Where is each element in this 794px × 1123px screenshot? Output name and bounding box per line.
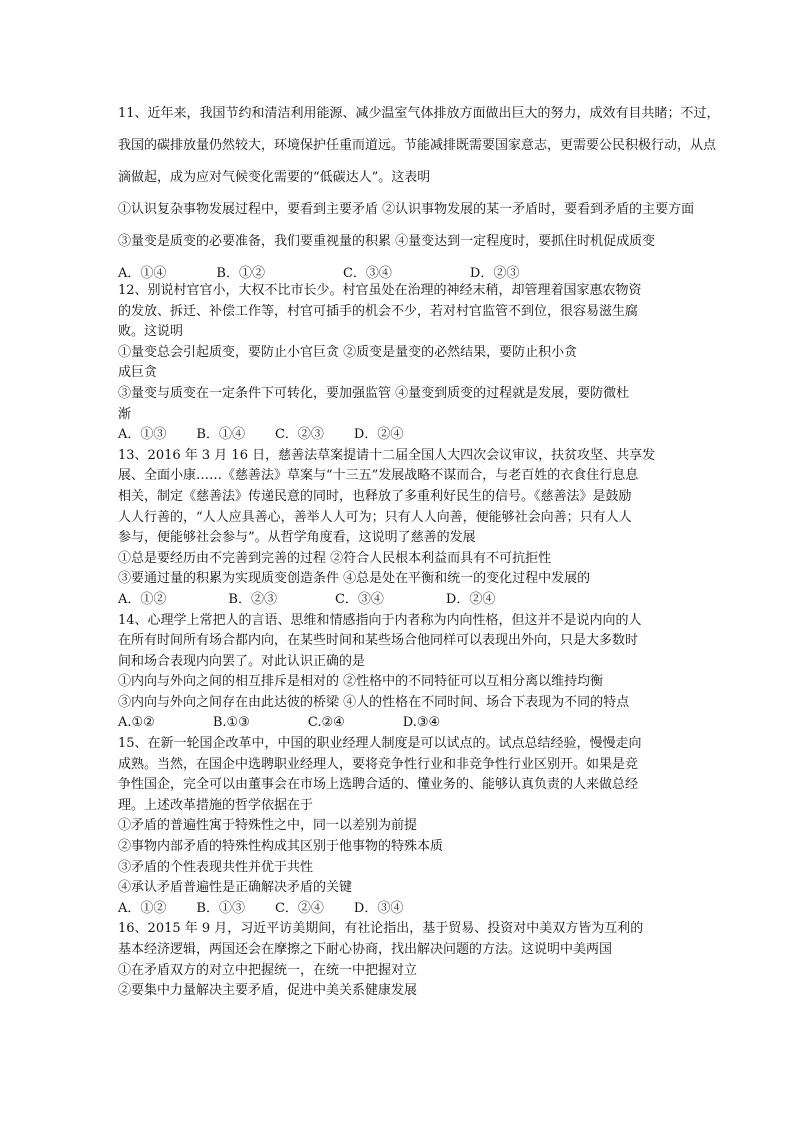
question-text-line: 15、在新一轮国企改革中，中国的职业经理人制度是可以试点的。试点总结经验，慢慢走向 [118,736,642,752]
statement-line: ②事物内部矛盾的特殊性构成其区别于他事物的特殊本质 [118,839,444,855]
question-text-line: 在所有时间所有场合都内向，在某些时间和某些场合他同样可以表现出外向，只是大多数时 [118,633,639,649]
option-c: C．②③ [274,427,324,443]
option-d: D．②④ [353,427,404,443]
statement-line: ③内向与外向之间存在由此达彼的桥梁 ④人的性格在不同时间、场合下表现为不同的特点 [118,694,630,710]
option-b: B．①④ [196,427,245,443]
option-d: D．②④ [445,591,496,607]
question-text-line: 间和场合表现内向罢了。对此认识正确的是 [118,653,366,669]
option-a: A．①② [118,591,167,607]
option-a: A．①② [118,900,167,916]
option-c: C．②④ [274,900,324,916]
question-text-line: 成熟。当然，在国企中选聘职业经理人，要将竞争性行业和非竞争性行业区别开。如果是竞 [118,756,639,772]
statement-line: ①内向与外向之间的相互排斥是相对的 ②性格中的不同特征可以互相分离以维持均衡 [118,674,604,690]
option-c: C．③④ [342,266,392,281]
statement-line: ③量变是质变的必要准备，我们要重视量的积累 ④量变达到一定程度时，要抓住时机促成质变 [118,234,656,249]
question-text-line: 12、别说村官官小，大权不比市长少。村官虽处在治理的神经末稍，却管理着国家惠农物资 [118,283,642,298]
statement-line: ①认识复杂事物发展过程中，要看到主要矛盾 ②认识事物发展的某一矛盾时，要看到矛盾的主要方面 [118,202,695,217]
answer-options [118,425,683,446]
question-text-line: 14、心理学上常把人的言语、思维和情感指向于内者称为内向性格，但这并不是说内向的人 [118,612,642,628]
answer-options [118,713,683,734]
question-text-line: 13、2016 年 3 月 16 日，慈善法草案提请十二届全国人大四次会议审议，扶贫攻坚、共享发 [118,447,656,463]
statement-line: ④承认矛盾普遍性是正确解决矛盾的关键 [118,880,353,896]
statement-line: ③要通过量的积累为实现质变创造条件 ④总是处在平衡和统一的变化过程中发展的 [118,571,591,587]
question-text-line: 展、全面小康……《慈善法》草案与“十三五”发展战略不谋而合，与老百姓的衣食住行息息 [118,468,639,484]
option-d: D．③④ [353,900,404,916]
question-text-line: 的发放、拆迁、补偿工作等，村官可插手的机会不少，若对村官监管不到位，很容易滋生腐 [118,303,639,319]
question-text-line: 争性国企，完全可以由董事会在市场上选聘合适的、懂业务的、能够认真负责的人来做总经 [118,777,639,793]
question-text-line: 我国的碳排放量仍然较大，环境保护任重而道远。节能减排既需要国家意志，更需要公民积极行动，从点 [118,138,717,153]
statement-line: 渐 [118,406,132,422]
question-text-line: 相关，制定《慈善法》传递民意的同时，也释放了多重利好民生的信号。《慈善法》是鼓励 [118,488,632,504]
option-a: A．①④ [118,266,167,281]
option-b: B.①③ [212,715,250,731]
statement-line: ①在矛盾双方的对立中把握统一，在统一中把握对立 [118,962,418,978]
option-d: D.③④ [402,715,441,731]
statement-line: ①总是要经历由不完善到完善的过程 ②符合人民根本利益而具有不可抗拒性 [118,550,552,566]
question-text-line: 理。上述改革措施的哲学依据在于 [118,797,314,813]
answer-options [118,590,683,611]
answer-options [118,899,683,920]
statement-line: ①矛盾的普遍性寓于特殊性之中，同一以差别为前提 [118,818,418,834]
questions-12-16 [118,281,683,1002]
statement-line: ②要集中力量解决主要矛盾，促进中美关系健康发展 [118,983,418,999]
question-text-line: 11、近年来，我国节约和清洁利用能源、减少温室气体排放方面做出巨大的努力，成效有目共睹；不过， [118,106,720,121]
option-c: C.②④ [307,715,345,731]
option-b: B．①③ [196,900,245,916]
statement-line: 成巨贪 [118,365,158,381]
question-text-line: 16、2015 年 9 月，习近平访美期间，有社论指出，基于贸易、投资对中美双方皆为互利的 [118,921,644,937]
option-a: A.①② [118,715,155,731]
option-d: D．②③ [469,266,520,281]
option-b: B．②③ [228,591,277,607]
question-text-line: 参与，便能够社会参与”。从哲学角度看，这说明了慈善的发展 [118,530,476,546]
question-text-line: 基本经济逻辑，两国还会在摩擦之下耐心协商，找出解决问题的方法。这说明中美两国 [118,942,613,957]
statement-line: ③量变与质变在一定条件下可转化，要加强监管 ④量变到质变的过程就是发展，要防微杜 [118,385,630,401]
statement-line: ③矛盾的个性表现共性并优于共性 [118,859,314,875]
question-text-line: 人人行善的，“人人应具善心，善举人人可为；只有人人向善，便能够社会向善；只有人人 [118,509,632,525]
option-b: B．①② [216,266,265,281]
question-text-line: 败。这说明 [118,324,184,340]
option-c: C．③④ [334,591,384,607]
question-text-line: 滴做起，成为应对气候变化需要的“低碳达人”。这表明 [118,170,431,185]
statement-line: ①量变总会引起质变，要防止小官巨贪 ②质变是量变的必然结果，要防止积小贪 [118,344,578,360]
option-a: A．①③ [118,427,167,443]
question-11 [118,98,768,290]
